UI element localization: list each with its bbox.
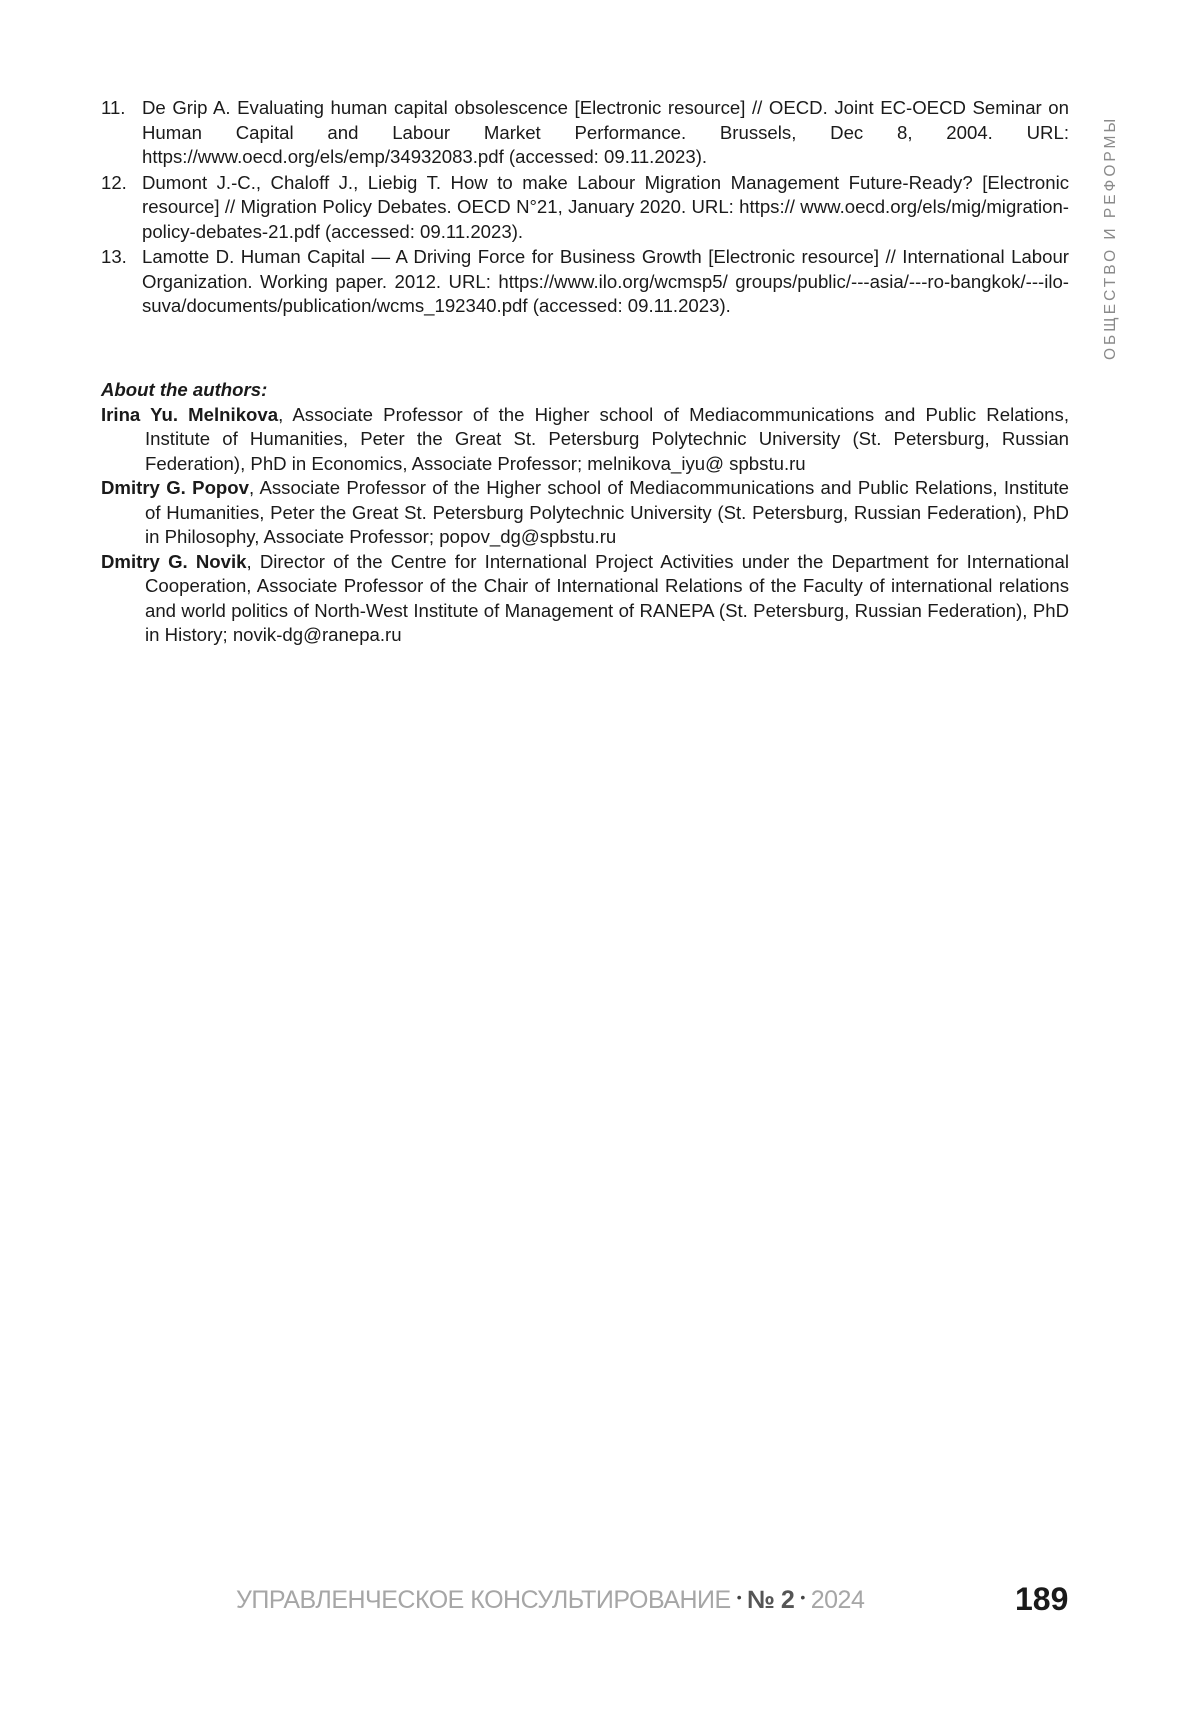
author-name: Dmitry G. Popov	[101, 477, 249, 498]
issue-year: 2024	[811, 1586, 865, 1614]
author-entry	[101, 550, 1069, 648]
reference-text: Lamotte D. Human Capital — A Driving Force for Business Growth [Electronic resource] // International Labour Organization. Working paper. 2012. URL: https://www.ilo.org/wcmsp5/ groups/public/---asia/---ro-bangkok/---ilo-suva/documents/publication/wcms_192340.pdf (accessed: 09.11.2023).	[142, 246, 1069, 316]
reference-text: Dumont J.-C., Chaloff J., Liebig T. How to make Labour Migration Management Future-Ready? [Electronic resource] // Migration Policy Debates. OECD N°21, January 2020. URL: https:// www.oecd.org/els/mig/migration-policy-debates-21.pdf (accessed: 09.11.2023).	[142, 172, 1069, 242]
author-description: , Director of the Centre for International Project Activities under the Department for International Cooperation, Associate Professor of the Chair of International Relations of the Faculty of international relations and world politics of North-West Institute of Management of RANEPA (St. Petersburg, Russian Federation), PhD in History; novik-dg@ranepa.ru	[145, 551, 1069, 646]
reference-text: De Grip A. Evaluating human capital obsolescence [Electronic resource] // OECD. Joint EC-OECD Seminar on Human Capital and Labour Market Performance. Brussels, Dec 8, 2004. URL: https://www.oecd.org/els/emp/34932083.pdf (accessed: 09.11.2023).	[142, 97, 1069, 167]
separator-dot: •	[800, 1589, 804, 1605]
author-entry	[101, 476, 1069, 550]
page-number: 189	[1015, 1581, 1068, 1618]
section-side-label: ОБЩЕСТВО И РЕФОРМЫ	[1102, 90, 1126, 360]
reference-number: 11.	[101, 96, 125, 121]
author-description: , Associate Professor of the Higher school of Mediacommunications and Public Relations, Institute of Humanities, Peter the Great St. Petersburg Polytechnic University (St. Petersburg, Russian Federation), PhD in Philosophy, Associate Professor; popov_dg@spbstu.ru	[145, 477, 1069, 547]
reference-item	[101, 171, 1069, 245]
separator-dot: •	[737, 1589, 741, 1605]
author-entry	[101, 403, 1069, 477]
authors-heading: About the authors:	[101, 378, 1069, 403]
issue-number: № 2	[747, 1586, 794, 1614]
about-authors-section	[101, 378, 1069, 648]
author-description: , Associate Professor of the Higher school of Mediacommunications and Public Relations, Institute of Humanities, Peter the Great St. Petersburg Polytechnic University (St. Petersburg, Russian Federation), PhD in Economics, Associate Professor; melnikova_iyu@ spbstu.ru	[145, 404, 1069, 474]
author-name: Dmitry G. Novik	[101, 551, 247, 572]
reference-item	[101, 96, 1069, 170]
reference-number: 13.	[101, 245, 127, 270]
reference-item	[101, 245, 1069, 319]
reference-list	[101, 96, 1069, 320]
footer-journal-line	[236, 1586, 864, 1615]
reference-number: 12.	[101, 171, 127, 196]
author-name: Irina Yu. Melnikova	[101, 404, 278, 425]
journal-title: УПРАВЛЕНЧЕСКОЕ КОНСУЛЬТИРОВАНИЕ	[236, 1586, 731, 1614]
